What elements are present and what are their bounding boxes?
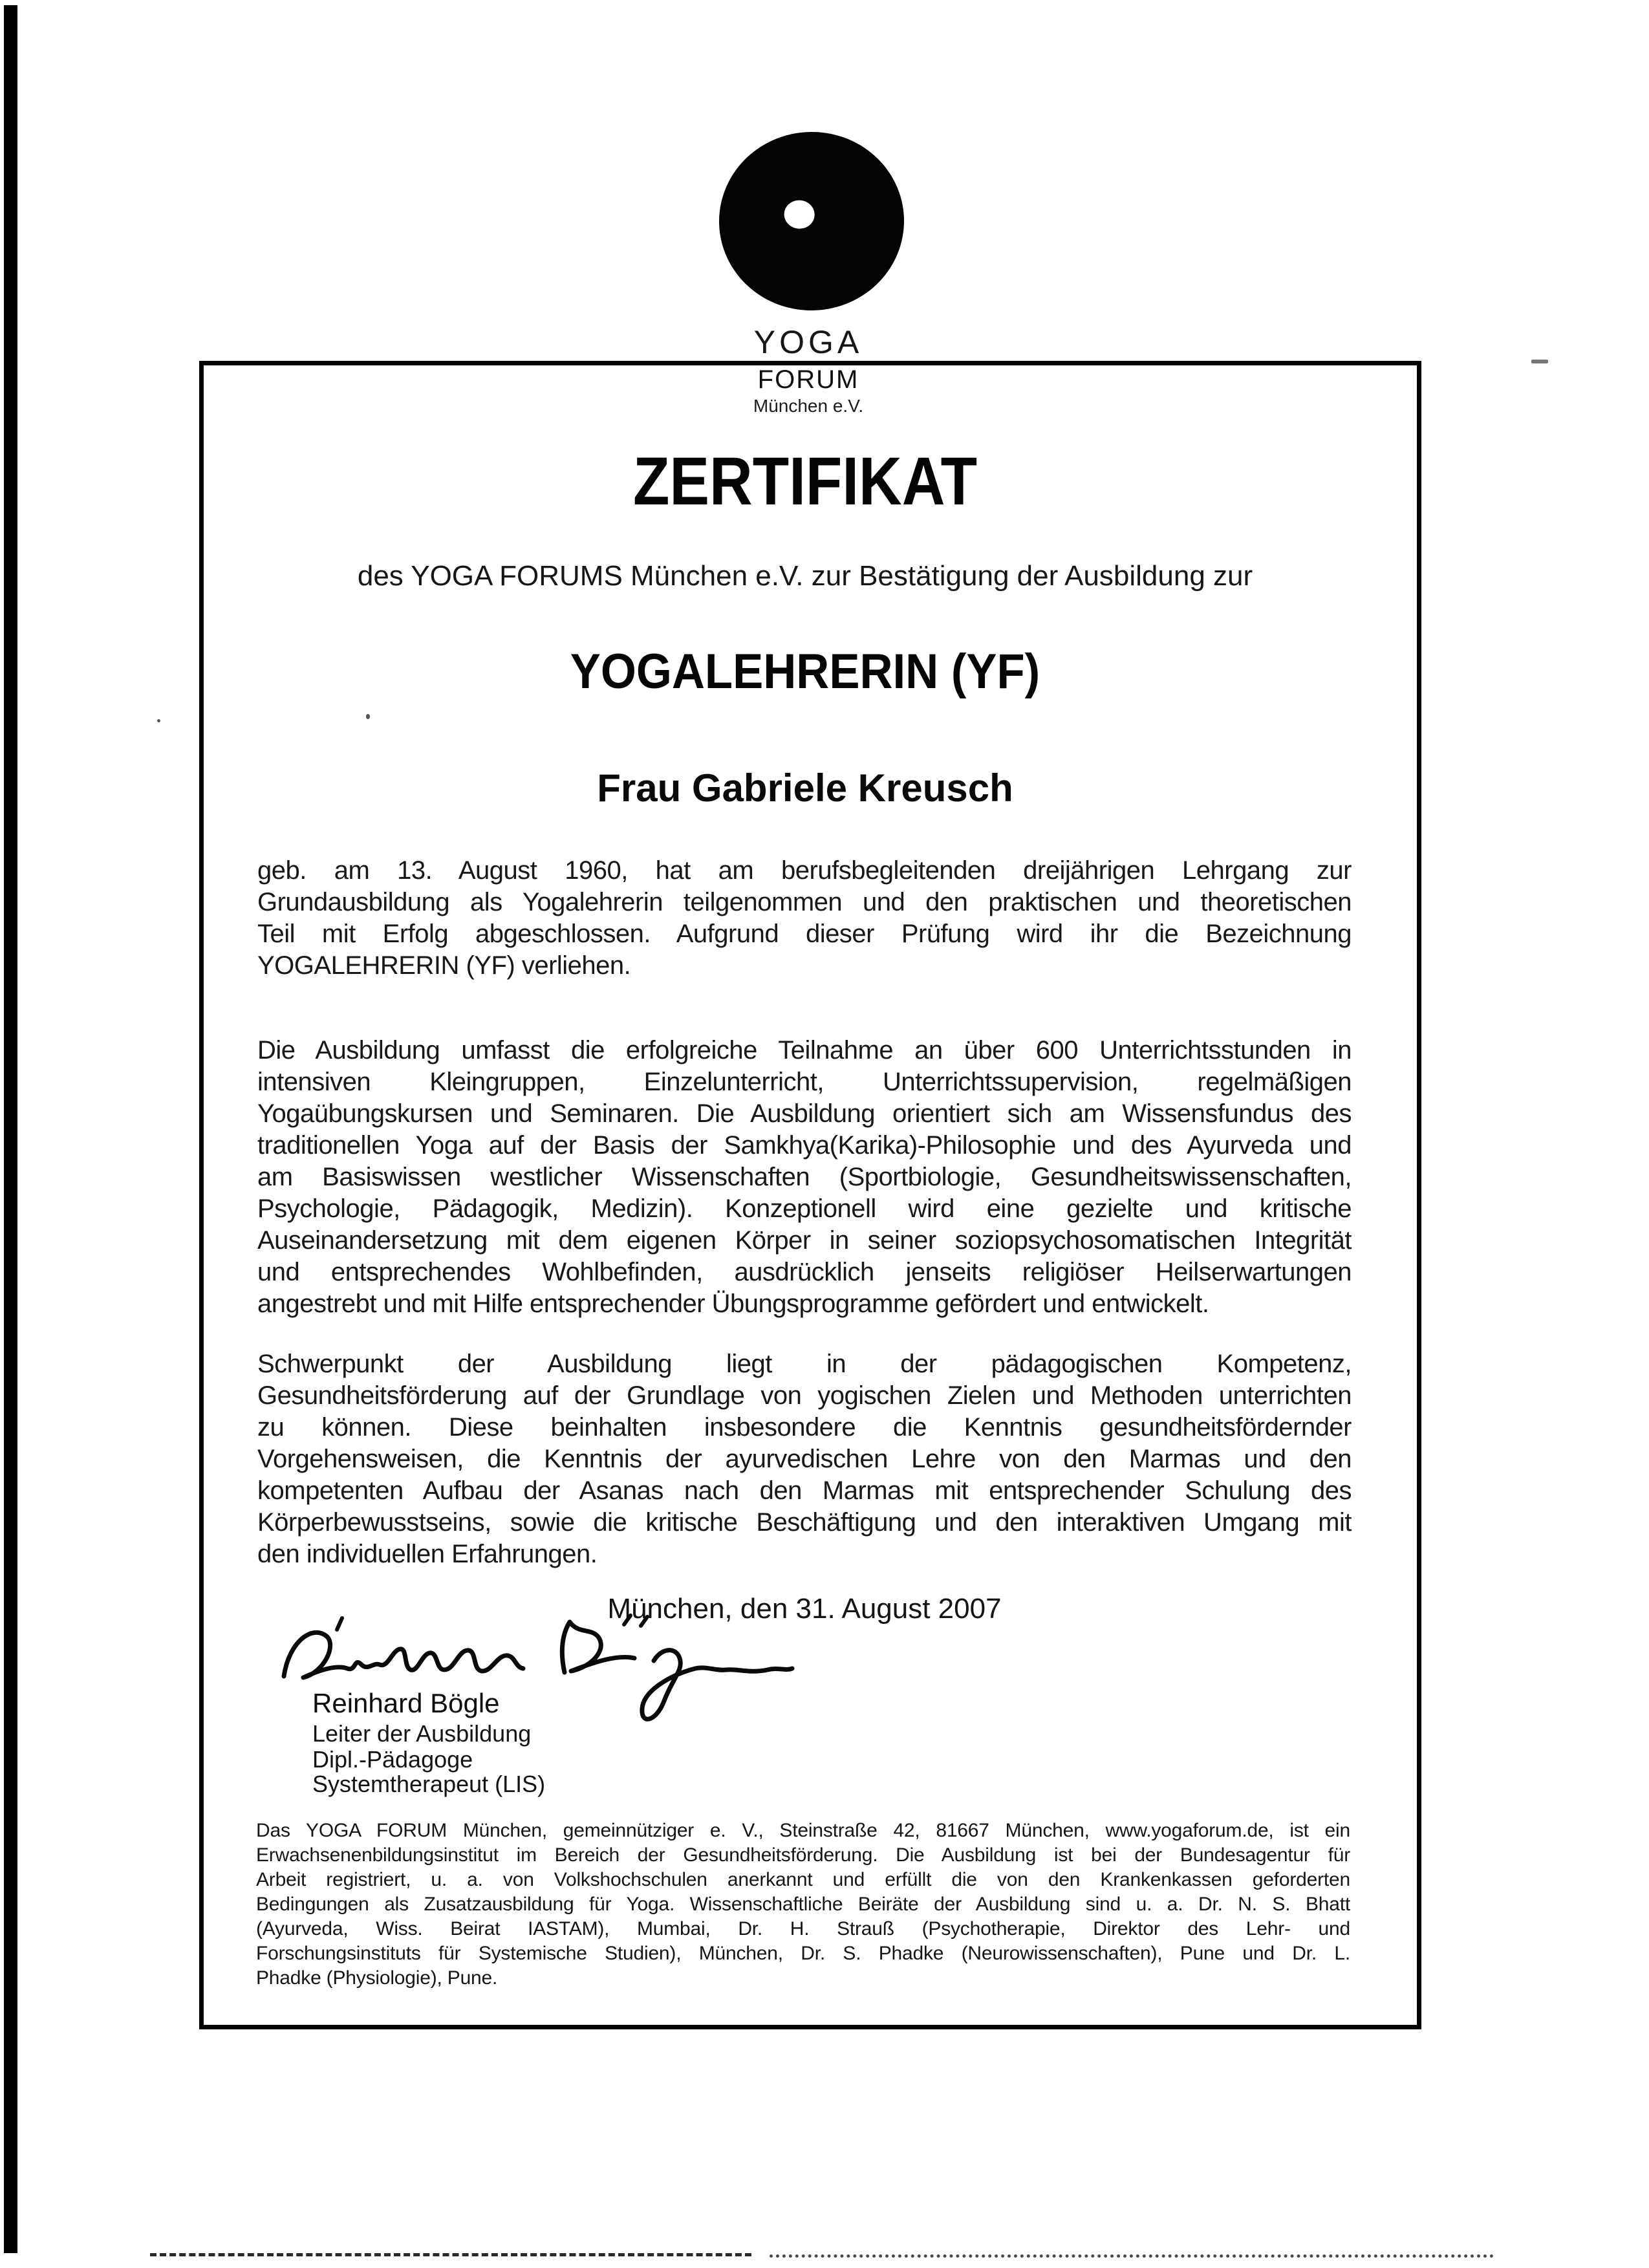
yoga-forum-logo-disc	[716, 129, 907, 314]
text-line: Grundausbildung als Yogalehrerin teilgenommen und den praktischen und theoretischen	[257, 888, 1352, 916]
text-line: Körperbewusstseins, sowie die kritische Beschäftigung und den interaktiven Umgang mit	[257, 1508, 1352, 1537]
scan-speck	[157, 719, 160, 722]
text-line: Yogaübungskursen und Seminaren. Die Ausbildung orientiert sich am Wissensfundus des	[257, 1099, 1352, 1128]
logo-center-hole	[782, 199, 815, 230]
scan-bottom-dash-artifact	[150, 2253, 751, 2256]
organization-footer-text	[256, 1819, 1350, 1991]
paragraph-training-content	[257, 1035, 1352, 1320]
text-line: zu können. Diese beinhalten insbesondere die Kenntnis gesundheitsfördernder	[257, 1413, 1352, 1442]
text-line: Vorgehensweisen, die Kenntnis der ayurvedischen Lehre von den Marmas und den	[257, 1445, 1352, 1473]
logo-city-line: München e.V.	[753, 396, 864, 416]
text-line: Bedingungen als Zusatzausbildung für Yoga. Wissenschaftliche Beiräte der Ausbildung sind u. a. Dr. N. S. Bhatt	[256, 1894, 1350, 1915]
text-line: Arbeit registriert, u. a. von Volkshochschulen anerkannt und erfüllt die von den Krankenkassen geforderten	[256, 1869, 1350, 1890]
text-line: Forschungsinstituts für Systemische Studien), München, Dr. S. Phadke (Neurowissenschaften), Pune und Dr. L.	[256, 1943, 1350, 1964]
text-line: traditionellen Yoga auf der Basis der Samkhya(Karika)-Philosophie und des Ayurveda und	[257, 1131, 1352, 1160]
text-line: angestrebt und mit Hilfe entsprechender Übungsprogramme gefördert und entwickelt.	[257, 1290, 1209, 1318]
text-line: Auseinandersetzung mit dem eigenen Körper in seiner soziopsychosomatischen Integrität	[257, 1226, 1352, 1255]
logo-word-yoga: YOGA	[753, 324, 863, 360]
text-line: Psychologie, Pädagogik, Medizin). Konzeptionell wird eine gezielte und kritische	[257, 1194, 1352, 1223]
scan-speck	[1531, 360, 1548, 363]
text-line: Die Ausbildung umfasst die erfolgreiche Teilnahme an über 600 Unterrichtsstunden in	[257, 1036, 1352, 1064]
text-line: (Ayurveda, Wiss. Beirat IASTAM), Mumbai, Dr. H. Strauß (Psychotherapie, Direktor des Lehr- und	[256, 1918, 1350, 1939]
signer-role-therapist: Systemtherapeut (LIS)	[312, 1771, 546, 1797]
text-line: Erwachsenenbildungsinstitut im Bereich der Gesundheitsförderung. Die Ausbildung ist bei der Bundesagentur für	[256, 1844, 1350, 1866]
text-line: Gesundheitsförderung auf der Grundlage von yogischen Zielen und Methoden unterrichten	[257, 1381, 1352, 1410]
text-line: geb. am 13. August 1960, hat am berufsbegleitenden dreijährigen Lehrgang zur	[257, 856, 1352, 885]
certificate-title: ZERTIFIKAT	[632, 444, 978, 519]
certificate-subtitle: des YOGA FORUMS München e.V. zur Bestätigung der Ausbildung zur	[357, 560, 1253, 592]
text-line: den individuellen Erfahrungen.	[257, 1540, 598, 1568]
text-line: kompetenten Aufbau der Asanas nach den Marmas mit entsprechender Schulung des	[257, 1476, 1352, 1505]
place-date-line: München, den 31. August 2007	[607, 1593, 1002, 1625]
text-line: YOGALEHRERIN (YF) verliehen.	[257, 951, 631, 980]
scan-speck	[366, 714, 370, 719]
text-line: intensiven Kleingruppen, Einzelunterricht, Unterrichtssupervision, regelmäßigen	[257, 1068, 1352, 1096]
signer-role-diploma: Dipl.-Pädagoge	[312, 1746, 473, 1773]
signer-name: Reinhard Bögle	[312, 1688, 500, 1718]
scan-bottom-dots-artifact	[770, 2254, 1494, 2258]
logo-word-forum: FORUM	[757, 365, 859, 394]
qualification-title: YOGALEHRERIN (YF)	[570, 644, 1040, 699]
text-line: Das YOGA FORUM München, gemeinnütziger e. V., Steinstraße 42, 81667 München, www.yogaforum.de, ist ein	[256, 1820, 1350, 1841]
text-line: Teil mit Erfolg abgeschlossen. Aufgrund dieser Prüfung wird ihr die Bezeichnung	[257, 920, 1352, 948]
signer-role-training-director: Leiter der Ausbildung	[312, 1720, 532, 1747]
paragraph-training-focus	[257, 1348, 1352, 1570]
paragraph-birth-and-training	[257, 855, 1352, 982]
text-line: am Basiswissen westlicher Wissenschaften (Sportbiologie, Gesundheitswissenschaften,	[257, 1163, 1352, 1191]
text-line: Schwerpunkt der Ausbildung liegt in der pädagogischen Kompetenz,	[257, 1350, 1352, 1378]
recipient-name: Frau Gabriele Kreusch	[597, 766, 1013, 810]
scan-edge-artifact	[4, 5, 17, 2253]
text-line: Phadke (Physiologie), Pune.	[256, 1967, 498, 1989]
text-line: und entsprechendes Wohlbefinden, ausdrücklich jenseits religiöser Heilserwartungen	[257, 1258, 1352, 1286]
